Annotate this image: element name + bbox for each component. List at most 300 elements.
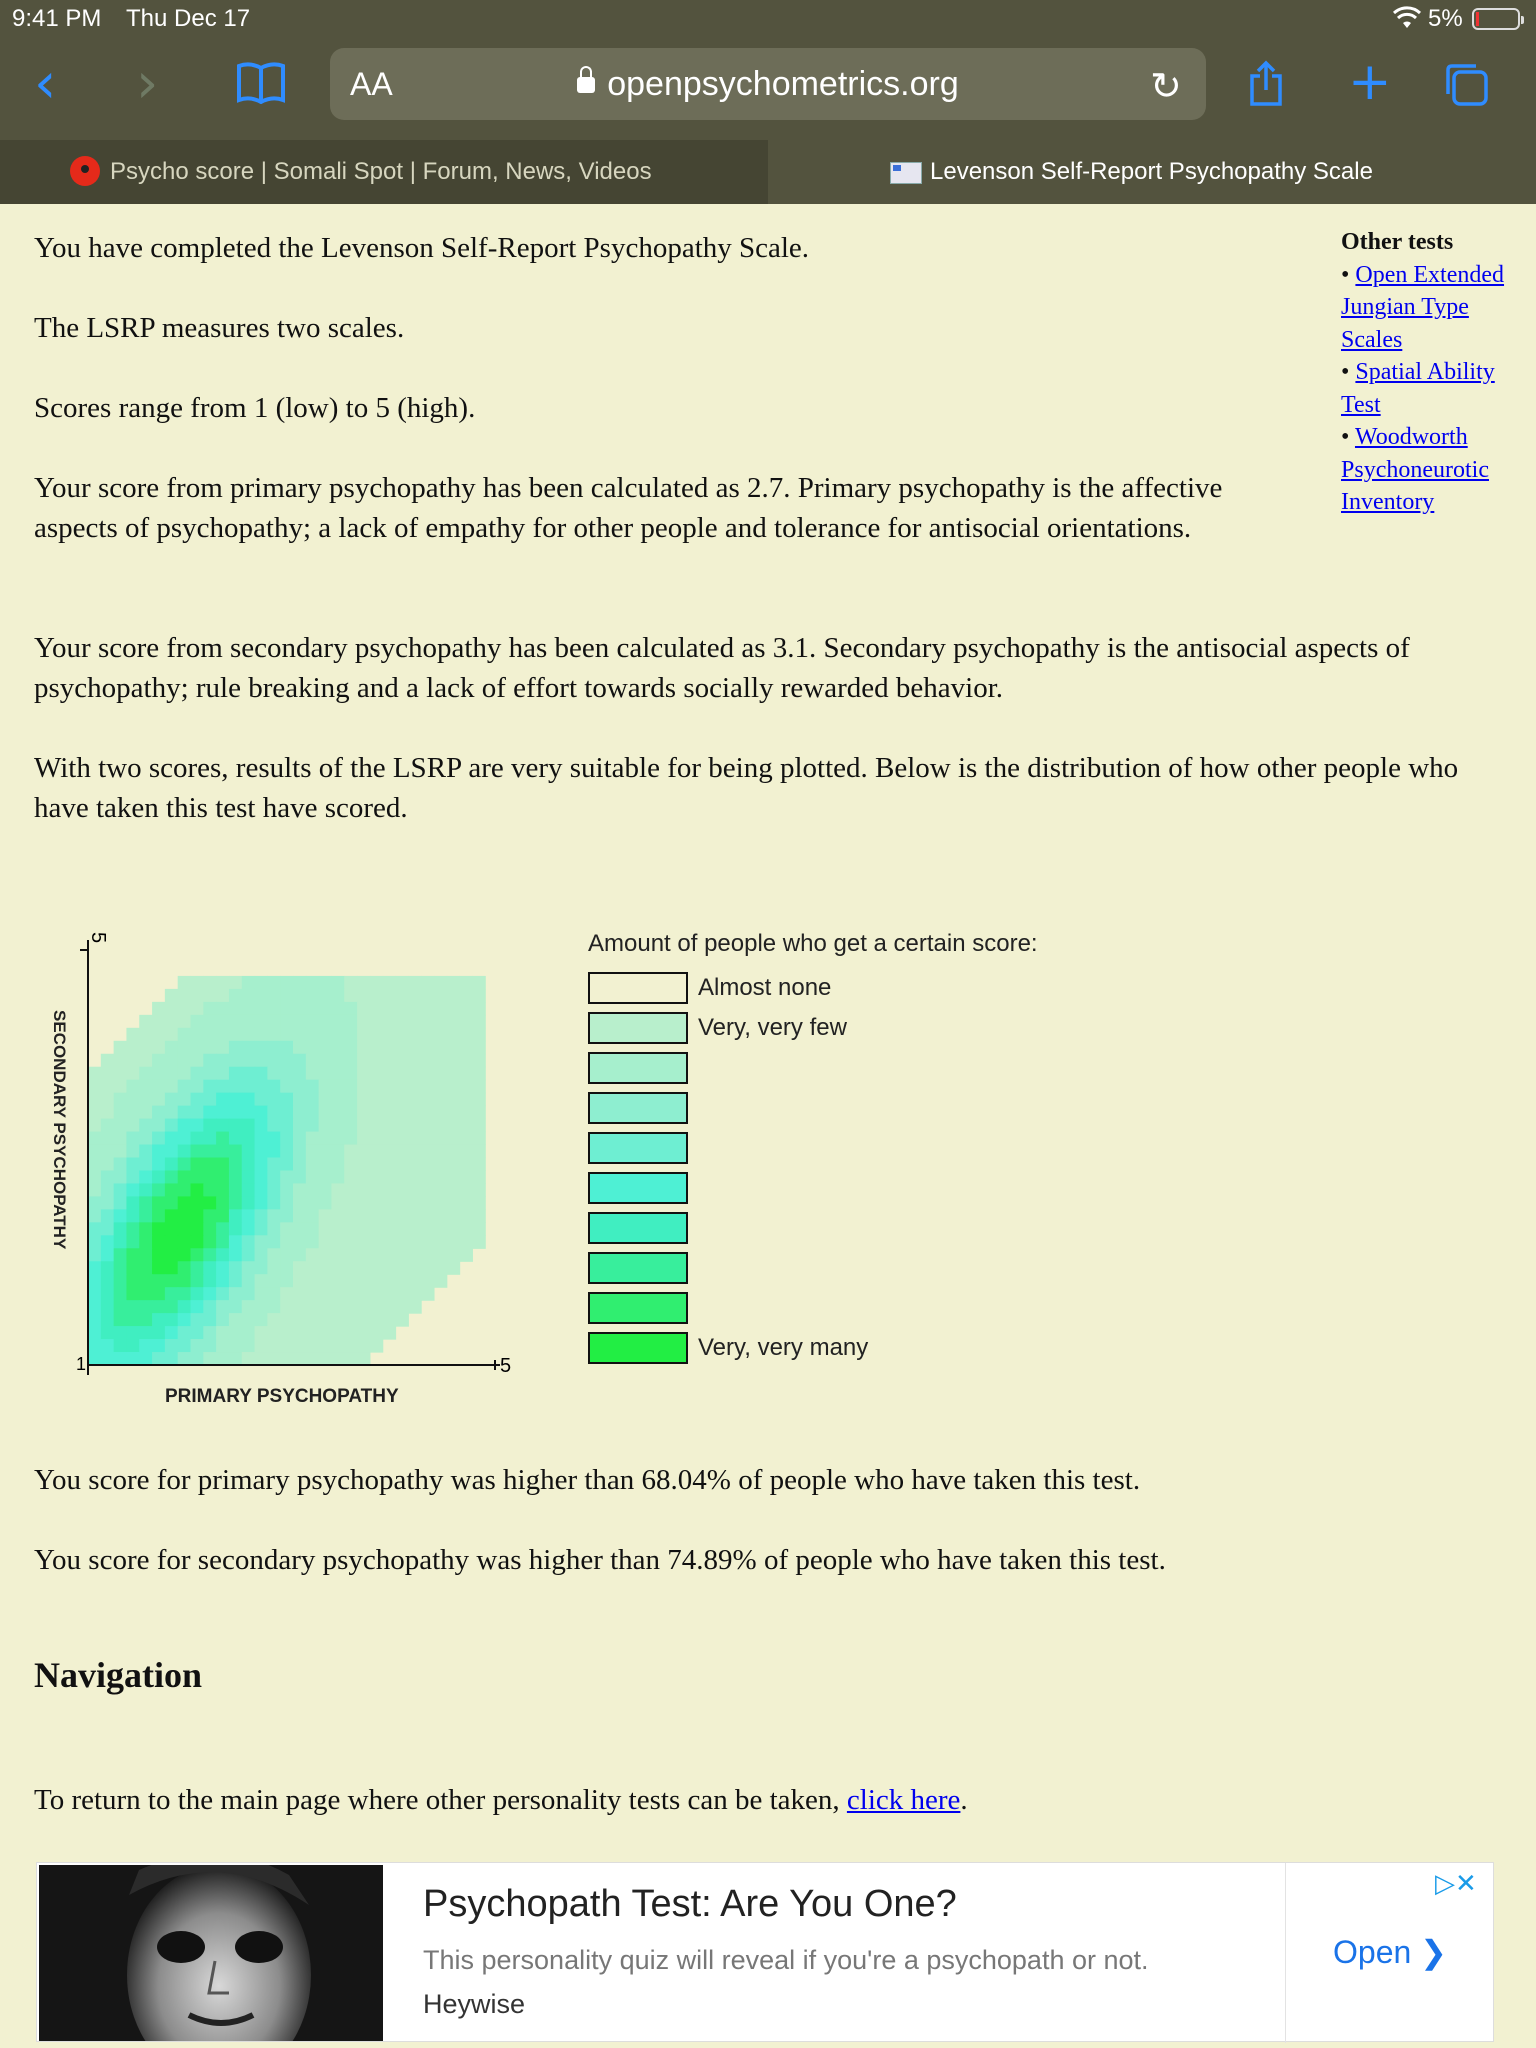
heatmap-cell: [114, 1313, 127, 1327]
heatmap-cell: [152, 1158, 165, 1172]
heatmap-cell: [165, 1054, 178, 1068]
heatmap-cell: [460, 1015, 473, 1029]
heatmap-cell: [370, 1313, 383, 1327]
heatmap-cell: [293, 1261, 306, 1275]
heatmap-cell: [178, 1261, 191, 1275]
heatmap-cell: [101, 1080, 114, 1094]
heatmap-cell: [447, 1093, 460, 1107]
heatmap-cell: [178, 1002, 191, 1016]
heatmap-cell: [88, 1300, 101, 1314]
heatmap-cell: [383, 1287, 396, 1301]
heatmap-cell: [319, 1015, 332, 1029]
heatmap-cell: [191, 1093, 204, 1107]
heatmap-cell: [357, 1261, 370, 1275]
tab-somali-spot[interactable]: [0, 140, 768, 204]
new-tab-plus-icon[interactable]: +: [1348, 52, 1392, 112]
heatmap-cell: [203, 1300, 216, 1314]
sidebar-item: • Spatial Ability Test: [1341, 359, 1495, 418]
heatmap-cell: [280, 1041, 293, 1055]
legend-swatch: [588, 972, 688, 1004]
x-tick-label-max: 5: [500, 1355, 512, 1377]
heatmap-cell: [434, 1158, 447, 1172]
heatmap-cell: [216, 976, 229, 990]
heatmap-cell: [357, 1326, 370, 1340]
heatmap-cell: [139, 1132, 152, 1146]
heatmap-cell: [319, 1196, 332, 1210]
heatmap-cell: [242, 1287, 255, 1301]
heatmap-cell: [344, 1248, 357, 1262]
sidebar-link-spatial[interactable]: Spatial Ability Test: [1341, 359, 1495, 418]
heatmap-cell: [165, 1235, 178, 1249]
heatmap-cell: [191, 1041, 204, 1055]
heatmap-cell: [165, 1170, 178, 1184]
click-here-link[interactable]: click here: [846, 1784, 961, 1816]
heatmap-cell: [267, 1015, 280, 1029]
heatmap-cell: [396, 1132, 409, 1146]
heatmap-cell: [191, 1274, 204, 1288]
heatmap-cell: [331, 1132, 344, 1146]
heatmap-cell: [178, 976, 191, 990]
heatmap-cell: [408, 1274, 421, 1288]
heatmap-cell: [357, 1145, 370, 1159]
heatmap-cell: [126, 1274, 139, 1288]
heatmap-cell: [447, 1002, 460, 1016]
heatmap-cell: [178, 1183, 191, 1197]
heatmap-cell: [191, 1326, 204, 1340]
bookmarks-icon[interactable]: [236, 60, 286, 104]
heatmap-cell: [331, 1196, 344, 1210]
heatmap-cell: [370, 1028, 383, 1042]
heatmap-cell: [152, 1106, 165, 1120]
heatmap-cell: [139, 1015, 152, 1029]
heatmap-cell: [152, 1145, 165, 1159]
heatmap-cell: [267, 1080, 280, 1094]
heatmap-cell: [280, 1300, 293, 1314]
heatmap-cell: [88, 1067, 101, 1081]
heatmap-cell: [293, 1119, 306, 1133]
heatmap-cell: [370, 1222, 383, 1236]
heatmap-cell: [472, 1015, 485, 1029]
heatmap-cell: [101, 1119, 114, 1133]
heatmap-cell: [421, 1248, 434, 1262]
heatmap-cell: [396, 976, 409, 990]
heatmap-cell: [255, 1132, 268, 1146]
heatmap-cell: [101, 1158, 114, 1172]
heatmap-cell: [255, 1196, 268, 1210]
heatmap-cell: [357, 1235, 370, 1249]
heatmap-cell: [139, 1248, 152, 1262]
heatmap-cell: [447, 976, 460, 990]
heatmap-cell: [421, 1158, 434, 1172]
heatmap-cell: [267, 1248, 280, 1262]
heatmap-cell: [331, 976, 344, 990]
ad-title[interactable]: Psychopath Test: Are You One?: [423, 1883, 957, 1925]
heatmap-cell: [255, 1183, 268, 1197]
heatmap-cell: [293, 1300, 306, 1314]
heatmap-cell: [357, 989, 370, 1003]
heatmap-cell: [383, 1015, 396, 1029]
heatmap-cell: [280, 1261, 293, 1275]
heatmap-cell: [280, 1274, 293, 1288]
heatmap-cell: [357, 1248, 370, 1262]
heatmap-cell: [216, 1054, 229, 1068]
heatmap-cell: [178, 1015, 191, 1029]
heatmap-cell: [242, 1002, 255, 1016]
heatmap-cell: [242, 1132, 255, 1146]
heatmap-cell: [203, 1248, 216, 1262]
heatmap-cell: [126, 1235, 139, 1249]
heatmap-cell: [460, 1209, 473, 1223]
heatmap-cell: [191, 1054, 204, 1068]
heatmap-cell: [319, 1041, 332, 1055]
heatmap-cell: [114, 1041, 127, 1055]
tabs-overview-icon[interactable]: [1444, 62, 1488, 106]
heatmap-cell: [152, 1339, 165, 1353]
heatmap-cell: [370, 1067, 383, 1081]
heatmap-cell: [331, 1080, 344, 1094]
heatmap-cell: [255, 1287, 268, 1301]
heatmap-cell: [293, 1015, 306, 1029]
reload-icon[interactable]: ↻: [1150, 64, 1182, 108]
address-bar[interactable]: [330, 48, 1206, 120]
heatmap-cell: [306, 989, 319, 1003]
heatmap-cell: [460, 1080, 473, 1094]
heatmap-cell: [255, 989, 268, 1003]
heatmap-cell: [306, 1339, 319, 1353]
heatmap-cell: [101, 1132, 114, 1146]
legend-swatch: [588, 1172, 688, 1204]
heatmap-cell: [319, 1106, 332, 1120]
heatmap-cell: [178, 1080, 191, 1094]
heatmap-cell: [178, 1093, 191, 1107]
heatmap-cell: [165, 1339, 178, 1353]
heatmap-cell: [267, 1002, 280, 1016]
heatmap-cell: [216, 1326, 229, 1340]
heatmap-cell: [344, 1015, 357, 1029]
heatmap-cell: [126, 1183, 139, 1197]
advertisement-banner[interactable]: [36, 1862, 1494, 2042]
browser-chrome: [0, 0, 1536, 140]
heatmap-cell: [396, 1274, 409, 1288]
legend-swatch: [588, 1012, 688, 1044]
other-tests-sidebar: [1341, 226, 1531, 519]
heatmap-cell: [152, 1300, 165, 1314]
heatmap-cell: [293, 1067, 306, 1081]
heatmap-cell: [383, 1222, 396, 1236]
heatmap-cell: [203, 1313, 216, 1327]
heatmap-cell: [229, 1002, 242, 1016]
heatmap-cell: [152, 1183, 165, 1197]
url-field[interactable]: [330, 48, 1206, 120]
heatmap-cell: [255, 1080, 268, 1094]
heatmap-cell: [344, 1067, 357, 1081]
heatmap-cell: [421, 1145, 434, 1159]
heatmap-cell: [229, 1235, 242, 1249]
legend-label: Almost none: [698, 974, 832, 1001]
tab-lsrp[interactable]: [768, 140, 1536, 204]
heatmap-cell: [126, 1080, 139, 1094]
heatmap-cell: [280, 1106, 293, 1120]
heatmap-cell: [434, 1248, 447, 1262]
heatmap-cell: [203, 1209, 216, 1223]
heatmap-cell: [139, 1041, 152, 1055]
heatmap-cell: [152, 1261, 165, 1275]
heatmap-cell: [191, 1196, 204, 1210]
heatmap-cell: [344, 1041, 357, 1055]
heatmap-cell: [242, 1093, 255, 1107]
heatmap-cell: [331, 1261, 344, 1275]
heatmap-cell: [306, 1326, 319, 1340]
heatmap-cell: [408, 1093, 421, 1107]
heatmap-cell: [178, 1352, 191, 1366]
heatmap-cell: [191, 1287, 204, 1301]
legend-swatch: [588, 1132, 688, 1164]
heatmap-cell: [139, 1093, 152, 1107]
heatmap-cell: [472, 1106, 485, 1120]
legend-swatch: [588, 1252, 688, 1284]
heatmap-cell: [267, 1170, 280, 1184]
heatmap-cell: [267, 976, 280, 990]
heatmap-cell: [280, 1352, 293, 1366]
heatmap-cell: [472, 1041, 485, 1055]
heatmap-cell: [383, 1326, 396, 1340]
heatmap-cell: [370, 1261, 383, 1275]
heatmap-cell: [114, 1287, 127, 1301]
heatmap-cell: [139, 1183, 152, 1197]
heatmap-cell: [383, 1067, 396, 1081]
heatmap-cell: [344, 989, 357, 1003]
heatmap-cell: [229, 1261, 242, 1275]
heatmap-cell: [344, 1028, 357, 1042]
heatmap-cell: [344, 1326, 357, 1340]
heatmap-cell: [447, 989, 460, 1003]
heatmap-cell: [242, 1248, 255, 1262]
heatmap-cell: [203, 1235, 216, 1249]
heatmap-cell: [191, 1261, 204, 1275]
heatmap-cell: [165, 1145, 178, 1159]
heatmap-cell: [383, 1209, 396, 1223]
forward-icon[interactable]: ›: [136, 51, 159, 116]
heatmap-cell: [319, 1028, 332, 1042]
heatmap-cell: [344, 1080, 357, 1094]
heatmap-cell: [319, 1158, 332, 1172]
heatmap-cell: [114, 1326, 127, 1340]
heatmap-cell: [178, 1248, 191, 1262]
legend-swatch: [588, 1292, 688, 1324]
heatmap-cell: [460, 1235, 473, 1249]
heatmap-cell: [421, 989, 434, 1003]
heatmap-cell: [434, 1235, 447, 1249]
heatmap-cell: [242, 1080, 255, 1094]
heatmap-cell: [331, 1067, 344, 1081]
heatmap-cell: [293, 1170, 306, 1184]
heatmap-cell: [357, 976, 370, 990]
heatmap-cell: [306, 1067, 319, 1081]
heatmap-cell: [216, 1287, 229, 1301]
heatmap-cell: [203, 1183, 216, 1197]
heatmap-cell: [447, 1145, 460, 1159]
plot-intro-text: With two scores, results of the LSRP are very suitable for being plotted. Below is the distribution of how other people who have taken this test have scored.: [34, 752, 1459, 824]
heatmap-cell: [88, 1352, 101, 1366]
joker-face-image: [39, 1865, 383, 2041]
heatmap-cell: [306, 1041, 319, 1055]
heatmap-cell: [357, 1080, 370, 1094]
heatmap-cell: [280, 1287, 293, 1301]
heatmap-cell: [306, 1145, 319, 1159]
heatmap-cell: [396, 989, 409, 1003]
heatmap-cell: [331, 1054, 344, 1068]
heatmap-cell: [229, 1106, 242, 1120]
heatmap-cell: [434, 1209, 447, 1223]
heatmap-cell: [319, 1248, 332, 1262]
heatmap-cell: [408, 1196, 421, 1210]
heatmap-cell: [139, 1119, 152, 1133]
heatmap-cell: [229, 1054, 242, 1068]
heatmap-cell: [396, 1222, 409, 1236]
heatmap-cell: [255, 1339, 268, 1353]
heatmap-cell: [152, 1352, 165, 1366]
heatmap-cell: [306, 1028, 319, 1042]
heatmap-cell: [396, 1015, 409, 1029]
sidebar-link-woodworth[interactable]: Woodworth Psychoneurotic Inventory: [1341, 424, 1489, 515]
secondary-percentile-text: You score for secondary psychopathy was higher than 74.89% of people who have taken this test.: [34, 1544, 1166, 1576]
heatmap-cell: [267, 1300, 280, 1314]
heatmap-cell: [178, 1222, 191, 1236]
heatmap-cell: [460, 1248, 473, 1262]
heatmap-cell: [242, 976, 255, 990]
heatmap-cell: [203, 1274, 216, 1288]
heatmap-cell: [396, 1080, 409, 1094]
heatmap-cell: [331, 1339, 344, 1353]
heatmap-cell: [357, 1119, 370, 1133]
return-text-end: .: [960, 1784, 968, 1816]
heatmap-cells: [88, 976, 486, 1366]
share-icon[interactable]: [1248, 60, 1284, 106]
back-icon[interactable]: ‹: [34, 51, 57, 116]
heatmap-cell: [88, 1170, 101, 1184]
heatmap-cell: [357, 1313, 370, 1327]
heatmap-cell: [421, 1041, 434, 1055]
heatmap-cell: [408, 1106, 421, 1120]
heatmap-cell: [357, 1300, 370, 1314]
heatmap-cell: [152, 1041, 165, 1055]
heatmap-cell: [242, 1106, 255, 1120]
heatmap-cell: [460, 1067, 473, 1081]
heatmap-cell: [203, 1158, 216, 1172]
heatmap-cell: [242, 1119, 255, 1133]
heatmap-cell: [267, 989, 280, 1003]
sidebar-link-jungian[interactable]: Open Extended Jungian Type Scales: [1341, 261, 1505, 353]
heatmap-cell: [370, 1041, 383, 1055]
heatmap-cell: [178, 1339, 191, 1353]
heatmap-cell: [88, 1196, 101, 1210]
heatmap-cell: [460, 1002, 473, 1016]
heatmap-cell: [203, 1015, 216, 1029]
heatmap-cell: [370, 1145, 383, 1159]
reader-aa-button[interactable]: AA: [350, 66, 393, 102]
heatmap-cell: [255, 1209, 268, 1223]
heatmap-cell: [344, 1235, 357, 1249]
heatmap-cell: [370, 1093, 383, 1107]
heatmap-cell: [165, 1002, 178, 1016]
ad-choices-icon[interactable]: ▷✕: [1435, 1869, 1477, 1899]
battery-percent: 5%: [1428, 5, 1463, 32]
heatmap-cell: [229, 1158, 242, 1172]
heatmap-cell: [331, 1158, 344, 1172]
heatmap-cell: [357, 1093, 370, 1107]
heatmap-cell: [139, 1326, 152, 1340]
heatmap-cell: [344, 1261, 357, 1275]
heatmap-cell: [139, 1158, 152, 1172]
heatmap-cell: [216, 1106, 229, 1120]
heatmap-cell: [203, 976, 216, 990]
heatmap-cell: [370, 1339, 383, 1353]
secondary-score-text: Your score from secondary psychopathy has been calculated as 3.1. Secondary psychopathy is the antisocial aspects of psychopathy; rule breaking and a lack of effort towards socially rewarded behavior.: [34, 632, 1410, 704]
heatmap-cell: [383, 1041, 396, 1055]
heatmap-cell: [165, 1132, 178, 1146]
heatmap-cell: [331, 1106, 344, 1120]
heatmap-cell: [203, 1352, 216, 1366]
wifi-icon: [1392, 6, 1422, 30]
heatmap-cell: [88, 1313, 101, 1327]
heatmap-cell: [165, 1119, 178, 1133]
heatmap-cell: [344, 1106, 357, 1120]
heatmap-cell: [396, 1067, 409, 1081]
heatmap-cell: [165, 1287, 178, 1301]
heatmap-cell: [126, 1054, 139, 1068]
heatmap-cell: [344, 1145, 357, 1159]
heatmap-cell: [280, 1028, 293, 1042]
heatmap-cell: [229, 1067, 242, 1081]
heatmap-cell: [357, 1352, 370, 1366]
heatmap-cell: [152, 1015, 165, 1029]
heatmap-cell: [152, 1326, 165, 1340]
heatmap-cell: [306, 1209, 319, 1223]
ad-open-button[interactable]: [1333, 1933, 1447, 1971]
heatmap-cell: [357, 1015, 370, 1029]
heatmap-cell: [126, 1170, 139, 1184]
heatmap-cell: [267, 1222, 280, 1236]
heatmap-cell: [267, 1028, 280, 1042]
heatmap-cell: [191, 989, 204, 1003]
heatmap-cell: [460, 1183, 473, 1197]
heatmap-cell: [88, 1339, 101, 1353]
ad-image[interactable]: [39, 1865, 383, 2041]
heatmap-cell: [255, 1300, 268, 1314]
heatmap-cell: [421, 1080, 434, 1094]
heatmap-cell: [357, 1170, 370, 1184]
heatmap-cell: [421, 1119, 434, 1133]
heatmap-cell: [447, 1106, 460, 1120]
heatmap-cell: [203, 1326, 216, 1340]
legend-title: Amount of people who get a certain score:: [588, 930, 1038, 957]
heatmap-cell: [229, 1080, 242, 1094]
heatmap-cell: [280, 1326, 293, 1340]
heatmap-cell: [408, 1261, 421, 1275]
heatmap-cell: [319, 1002, 332, 1016]
heatmap-cell: [203, 1002, 216, 1016]
heatmap-cell: [229, 1209, 242, 1223]
heatmap-cell: [344, 976, 357, 990]
heatmap-cell: [88, 1274, 101, 1288]
heatmap-cell: [101, 1300, 114, 1314]
heatmap-cell: [114, 1183, 127, 1197]
legend-swatch: [588, 1052, 688, 1084]
heatmap-cell: [293, 1209, 306, 1223]
heatmap-cell: [319, 1222, 332, 1236]
heatmap-cell: [216, 1119, 229, 1133]
heatmap-cell: [191, 1235, 204, 1249]
